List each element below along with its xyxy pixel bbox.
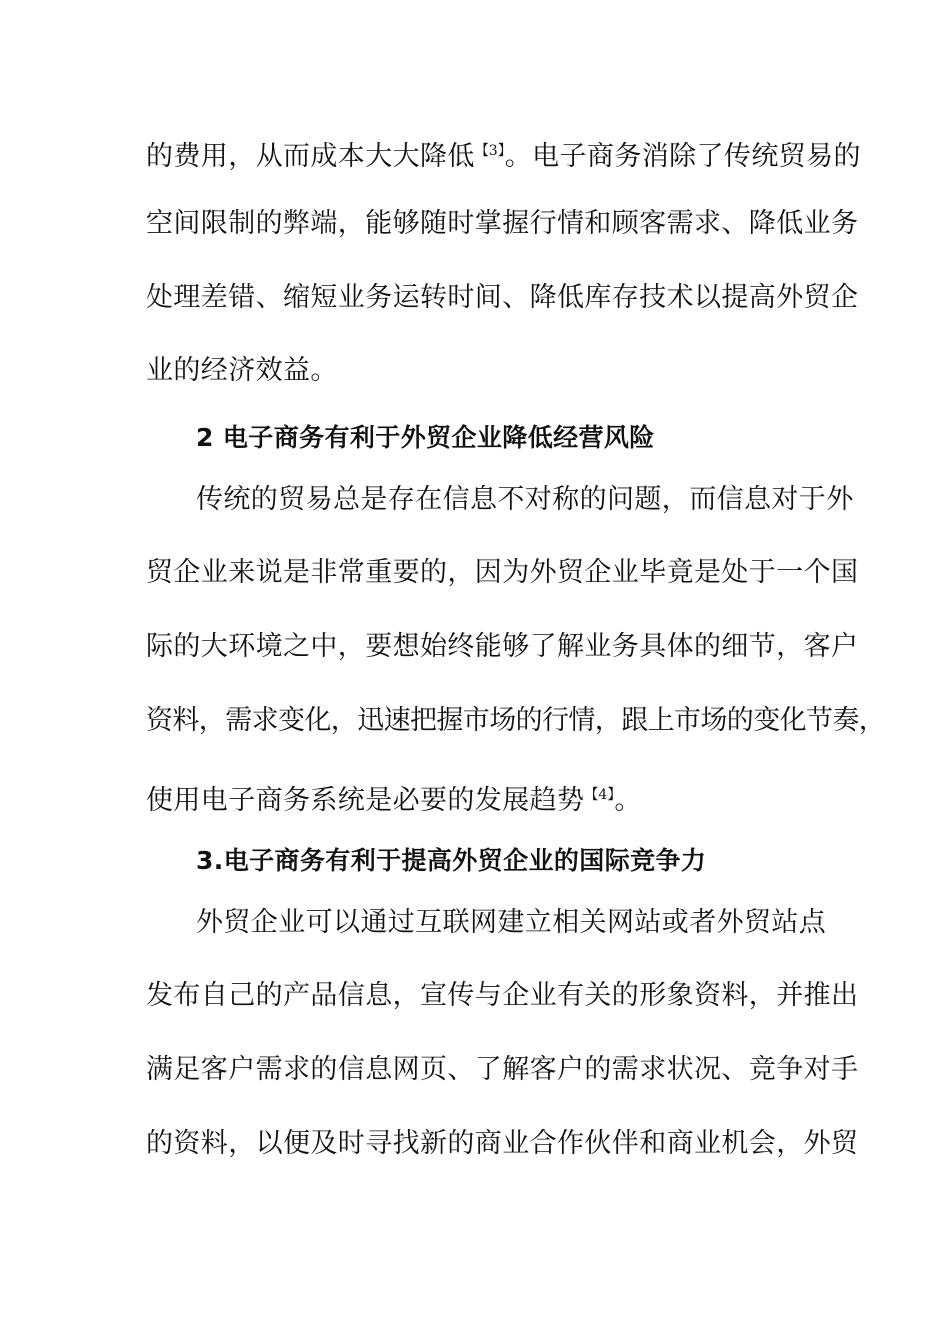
paragraph-3-line-3: 满足客户需求的信息网页、了解客户的需求状况、竞争对手 (146, 1054, 859, 1085)
paragraph-1-line-4: 业的经济效益。 (146, 355, 338, 386)
paragraph-2-line-5 (146, 777, 836, 819)
section-heading-2: 2 电子商务有利于外贸企业降低经营风险 (196, 423, 655, 452)
paragraph-3-line-4: 的资料，以便及时寻找新的商业合作伙伴和商业机会，外贸 (146, 1128, 859, 1159)
text-segment: 。电子商务消除了传统贸易的 (504, 141, 861, 172)
paragraph-1-line-3: 处理差错、缩短业务运转时间、降低库存技术以提高外贸企 (146, 282, 859, 313)
paragraph-3-line-1: 外贸企业可以通过互联网建立相关网站或者外贸站点 (196, 907, 827, 938)
text-segment: 。 (614, 785, 642, 816)
paragraph-1-line-1 (146, 133, 861, 175)
section-heading-3: 3.电子商务有利于提高外贸企业的国际竞争力 (196, 846, 707, 875)
citation-reference: 【4】 (584, 787, 615, 803)
paragraph-2-line-2: 贸企业来说是非常重要的，因为外贸企业毕竟是处于一个国 (146, 557, 859, 588)
text-segment: 使用电子商务系统是必要的发展趋势 (146, 785, 585, 816)
paragraph-3-line-2: 发布自己的产品信息，宣传与企业有关的形象资料，并推出 (146, 980, 859, 1011)
text-segment: 的费用，从而成本大大降低 (146, 141, 475, 172)
paragraph-2-line-1: 传统的贸易总是存在信息不对称的问题，而信息对于外 (196, 484, 854, 515)
paragraph-1-line-2: 空间限制的弊端，能够随时掌握行情和顾客需求、降低业务 (146, 208, 859, 239)
paragraph-2-line-3: 际的大环境之中，要想始终能够了解业务具体的细节，客户 (146, 631, 859, 662)
citation-reference: 【3】 (474, 143, 505, 159)
paragraph-2-line-4: 资料，需求变化，迅速把握市场的行情，跟上市场的变化节奏， (146, 705, 886, 736)
